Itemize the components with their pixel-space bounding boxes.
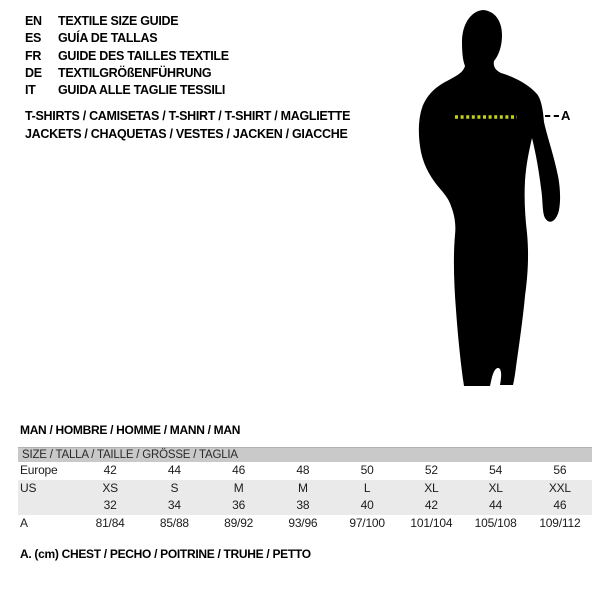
category-lines xyxy=(25,108,350,143)
language-label: GUIDA ALLE TAGLIE TESSILI xyxy=(58,83,226,98)
table-row-us xyxy=(18,480,592,498)
table-header: SIZE / TALLA / TAILLE / GRÖSSE / TAGLIA xyxy=(18,447,592,462)
size-cell: 42 xyxy=(103,463,117,477)
size-cell: XL xyxy=(488,480,503,495)
size-cell: L xyxy=(363,480,371,495)
measure-label-a: A xyxy=(561,108,571,123)
size-cell: 105/108 xyxy=(474,516,517,531)
language-row xyxy=(25,65,229,82)
size-cell: 42 xyxy=(424,498,438,513)
size-cell: 34 xyxy=(167,498,181,513)
size-cell: 40 xyxy=(360,498,374,513)
table-row-europe xyxy=(18,462,592,480)
size-cell: 56 xyxy=(553,463,567,477)
size-cell: 81/84 xyxy=(95,516,125,531)
size-cell: 38 xyxy=(296,498,310,513)
size-cell: 46 xyxy=(553,498,567,513)
size-cell: 44 xyxy=(167,463,181,477)
size-cell: 52 xyxy=(424,463,438,477)
language-label: GUÍA DE TALLAS xyxy=(58,31,158,46)
size-cell: 32 xyxy=(103,498,117,513)
size-cell: 36 xyxy=(232,498,246,513)
category-line-tshirts: T-SHIRTS / CAMISETAS / T-SHIRT / T-SHIRT / MAGLIETTE xyxy=(25,109,351,123)
language-row xyxy=(25,13,229,30)
size-cell: 54 xyxy=(489,463,503,477)
size-cell: XS xyxy=(102,480,118,495)
size-cell: 46 xyxy=(232,463,246,477)
language-list xyxy=(25,13,229,99)
man-silhouette-figure xyxy=(413,4,565,392)
table-row-chest xyxy=(18,515,592,533)
category-line-jackets: JACKETS / CHAQUETAS / VESTES / JACKEN / GIACCHE xyxy=(25,126,348,141)
size-cell: 85/88 xyxy=(159,516,189,531)
row-label: US xyxy=(20,480,37,495)
language-row xyxy=(25,82,229,99)
row-label xyxy=(18,497,78,515)
language-code: DE xyxy=(25,65,42,80)
row-label: Europe xyxy=(20,463,58,477)
size-cell: 44 xyxy=(489,498,503,513)
language-code: ES xyxy=(25,31,42,46)
size-cell: XXL xyxy=(548,480,571,495)
row-label: A xyxy=(20,516,28,531)
size-cell: 89/92 xyxy=(224,516,254,531)
size-cell: 109/112 xyxy=(539,516,581,531)
size-cell: XL xyxy=(424,480,439,495)
size-cell: 97/100 xyxy=(349,516,385,531)
size-cell: 93/96 xyxy=(288,516,318,531)
size-cell: 50 xyxy=(360,463,374,477)
measurement-footnote: A. (cm) CHEST / PECHO / POITRINE / TRUHE / PETTO xyxy=(20,547,311,561)
language-row xyxy=(25,30,229,47)
size-cell: 101/104 xyxy=(410,516,453,531)
section-title: MAN / HOMBRE / HOMME / MANN / MAN xyxy=(20,423,241,437)
table-row-us-numeric xyxy=(18,497,592,515)
size-cell: S xyxy=(170,480,179,495)
measure-pointer-dashes xyxy=(545,115,559,117)
size-cell: M xyxy=(297,480,308,495)
language-row xyxy=(25,48,229,65)
language-label: TEXTILGRÖßENFÜHRUNG xyxy=(58,65,212,80)
language-code: FR xyxy=(25,48,42,63)
language-label: GUIDE DES TAILLES TEXTILE xyxy=(58,48,229,63)
language-label: TEXTILE SIZE GUIDE xyxy=(58,14,179,28)
language-code: IT xyxy=(25,83,36,98)
man-silhouette-shape xyxy=(419,10,560,386)
language-code: EN xyxy=(25,14,42,28)
size-table xyxy=(18,447,592,533)
size-cell: 48 xyxy=(296,463,310,477)
size-cell: M xyxy=(233,480,244,495)
